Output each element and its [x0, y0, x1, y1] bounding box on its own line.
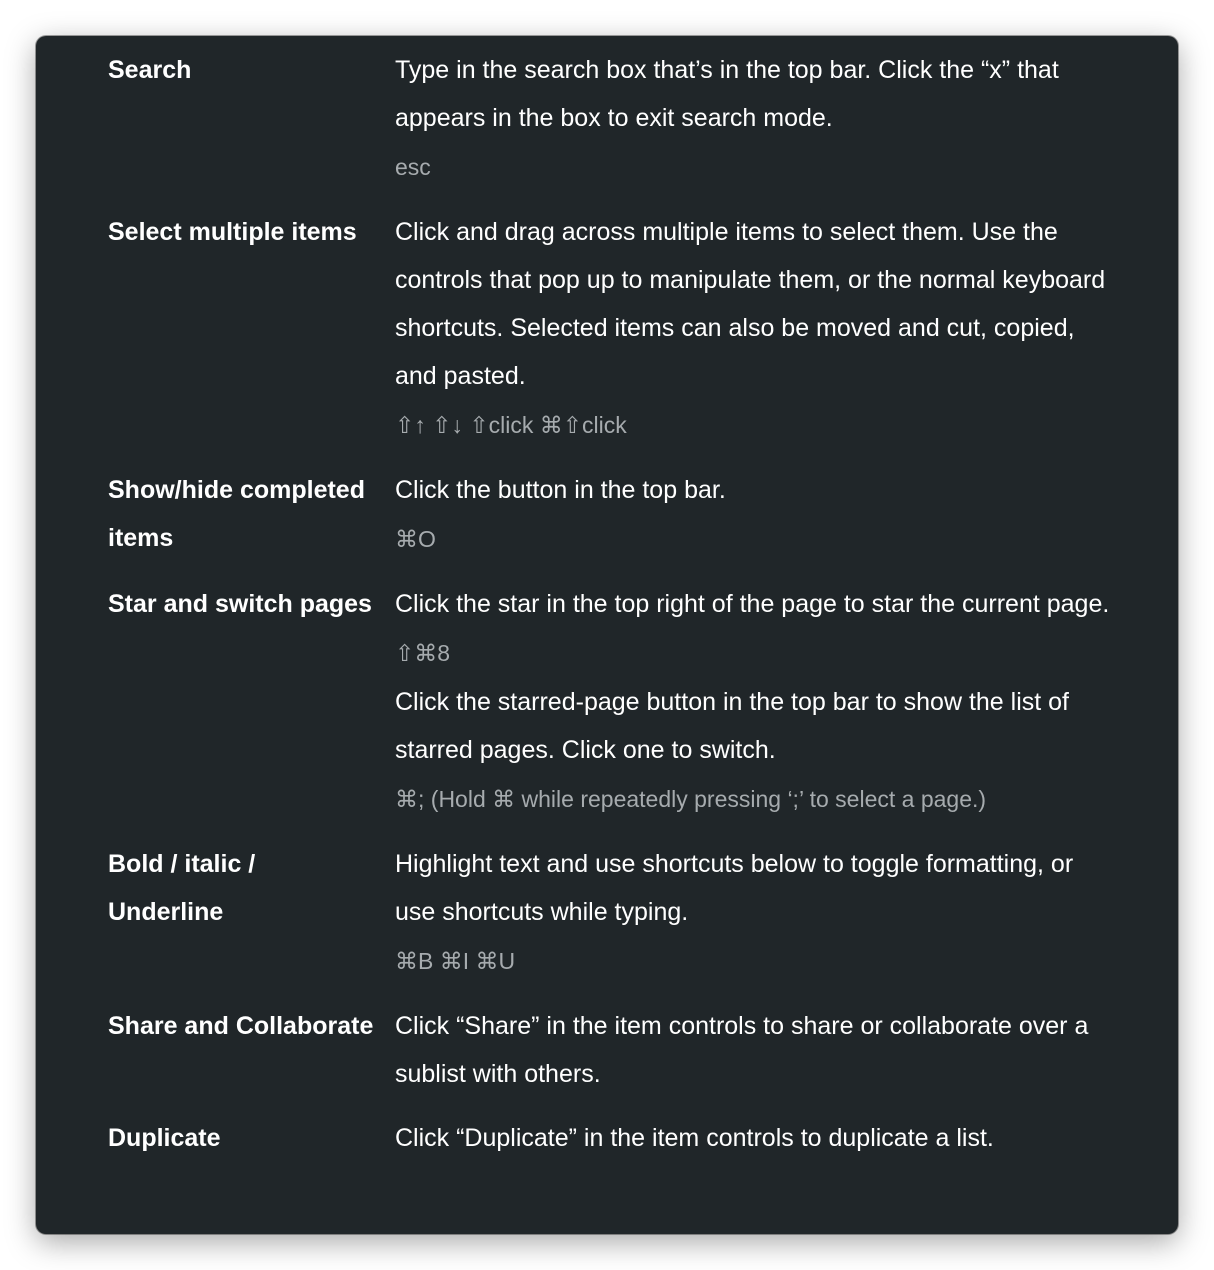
help-term: Search — [108, 56, 192, 84]
help-description: Highlight text and use shortcuts below to toggle formatting, or use shortcuts while typing. — [395, 850, 1074, 926]
help-description: Type in the search box that’s in the top bar. Click the “x” that appears in the box to exit search mode. — [395, 56, 1059, 132]
help-desc — [395, 1114, 1118, 1162]
help-desc — [395, 208, 1118, 450]
help-list — [108, 46, 1118, 1178]
help-desc — [395, 580, 1118, 824]
help-description: Click and drag across multiple items to select them. Use the controls that pop up to manipulate them, or the normal keyboard shortcuts. Selected items can also be moved and cut, copied, and pasted. — [395, 218, 1106, 390]
help-desc — [395, 466, 1118, 564]
help-description: Click the star in the top right of the page to star the current page. — [395, 590, 1110, 618]
help-row-search — [108, 46, 1118, 192]
help-term: Bold / italic / Underline — [108, 850, 256, 926]
help-term: Select multiple items — [108, 218, 357, 246]
help-desc — [395, 46, 1118, 192]
help-row-share — [108, 1002, 1118, 1098]
help-term: Share and Collaborate — [108, 1012, 374, 1040]
help-shortcut: ⌘B ⌘I ⌘U — [395, 948, 516, 974]
help-shortcut-secondary: ⌘; (Hold ⌘ while repeatedly pressing ‘;’ to select a page.) — [395, 786, 987, 812]
help-desc — [395, 840, 1118, 986]
help-term: Show/hide completed items — [108, 476, 365, 552]
help-shortcut: ⇧⌘8 — [395, 640, 451, 666]
help-row-show-hide-completed — [108, 466, 1118, 564]
help-term: Star and switch pages — [108, 590, 372, 618]
help-description: Click “Share” in the item controls to share or collaborate over a sublist with others. — [395, 1012, 1089, 1088]
help-description: Click the button in the top bar. — [395, 476, 726, 504]
help-description-secondary: Click the starred-page button in the top bar to show the list of starred pages. Click one to switch. — [395, 688, 1069, 764]
help-row-select-multiple — [108, 208, 1118, 450]
help-window — [36, 36, 1178, 1234]
help-desc — [395, 1002, 1118, 1098]
help-row-formatting — [108, 840, 1118, 986]
help-term: Duplicate — [108, 1124, 221, 1152]
help-shortcut: ⇧↑ ⇧↓ ⇧click ⌘⇧click — [395, 412, 627, 438]
help-row-star-switch — [108, 580, 1118, 824]
help-row-duplicate — [108, 1114, 1118, 1162]
help-description: Click “Duplicate” in the item controls to duplicate a list. — [395, 1124, 994, 1152]
help-shortcut: esc — [395, 154, 431, 180]
help-shortcut: ⌘O — [395, 526, 436, 552]
